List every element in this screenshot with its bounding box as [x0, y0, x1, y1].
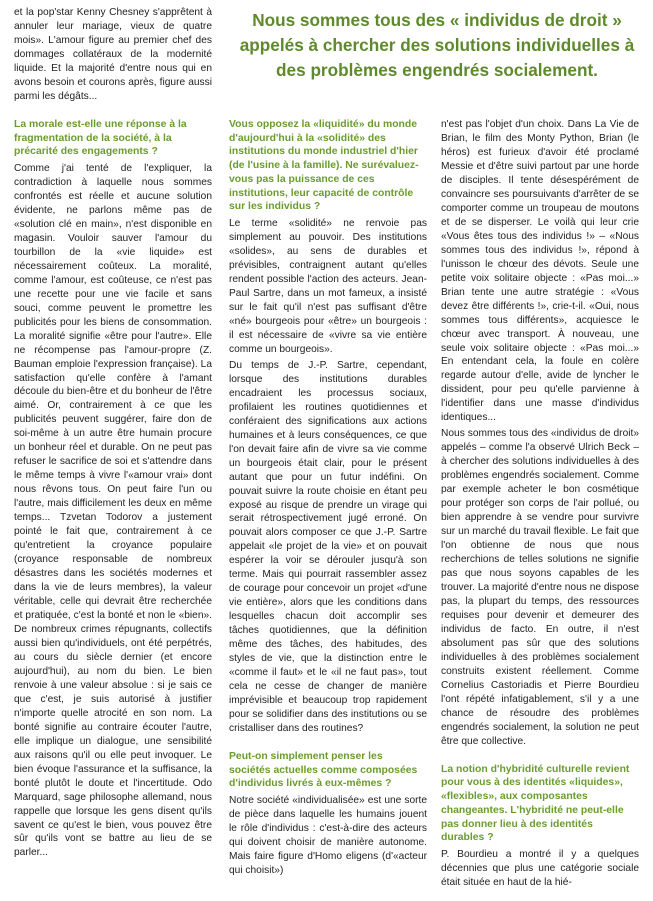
question-individus: Peut-on simplement penser les sociétés actuelles comme composées d'individus livrés à eux-mêmes ?: [229, 750, 418, 790]
question-liquidite: Vous opposez la «liquidité» du monde d'aujourd'hui à la «solidité» des institutions du monde industriel d'hier (de l'usine à la famille). Ne surévaluez-vous pas la puissance de ces institutions, leur capacité de contrôle sur les individus ?: [229, 119, 419, 213]
column-middle: [229, 118, 427, 880]
answer-individus: Notre société «individualisée» est une sorte de pièce dans laquelle les humains jouent le rôle d'individus : c'est-à-dire des acteurs qui doivent choisir de manière autonome. Mais faire figure d'Homo eligens (d'«acteur qui choisit»): [229, 795, 427, 877]
answer-individus-cont-1: n'est pas l'objet d'un choix. Dans La Vie de Brian, le film des Monty Python, Brian (le héros) est furieux d'avoir été proclamé Messie et d'être suivi partout par une horde de disciples. Il tente désespérément de convaincre ses poursuivants d'arrêter de se comporter comme un troupeau de moutons et de se disperser. Le voilà qui leur crie «Vous êtes tous des individus !» – «Nous sommes tous des individus !», répond à l'unisson le chœur des dévots. Seule une petite voix solitaire objecte : «Pas moi...» Brian tente une autre stratégie : «Vous devez être différents !», crie-t-il. «Oui, nous sommes tous différents», acquiesce le chœur avec transport. À nouveau, une seule voix solitaire objecte : «Pas moi...» En entendant cela, la foule en colère regarde autour d'elle, avide de lyncher le dissident, pour peu qu'elle parvienne à l'identifier dans une masse d'individus identiques...: [441, 119, 639, 424]
column-right: [441, 118, 639, 892]
column-left: [14, 6, 212, 862]
answer-hybridite: P. Bourdieu a montré il y a quelques décennies que plus une catégorie sociale était située en haut de la hié-: [441, 849, 639, 888]
answer-liquidite-1: Le terme «solidité» ne renvoie pas simplement au pouvoir. Des institutions «solides», au sens de durables et prévisibles, contraignent autant qu'elles rendent possible l'action des acteurs. Jean-Paul Sartre, dans un mot fameux, a insisté sur le fait qu'il n'est pas suffisant d'être «né» bourgeois pour «être» un bourgeois : il est nécessaire de «vivre sa vie entière comme un bourgeois».: [229, 218, 427, 355]
answer-liquidite-2: Du temps de J.-P. Sartre, cependant, lorsque des institutions durables encadraient les processus sociaux, profilaient les routines quotidiennes et conféraient des significations aux actions humaines et à leurs conséquences, ce que l'on devait faire afin de vivre sa vie comme un bourgeois était clair, pour le présent autant que pour un futur indéfini. On pouvait suivre la route choisie en étant peu exposé au risque de prendre un virage qui serait rétrospectivement jugé erroné. On pouvait alors composer ce que J.-P. Sartre appelait «le projet de la vie» et on pouvait espérer la voir se dérouler jusqu'à son terme. Mais qui pourrait rassembler assez de courage pour concevoir un projet «d'une vie entière», alors que les conditions dans lesquelles chacun doit accomplir ses tâches quotidiennes, que la définition même des tâches, des habitudes, des styles de vie, que la distinction entre le «comme il faut» et le «il ne faut pas», tout cela ne cesse de changer de manière imprévisible et beaucoup trop rapidement pour se solidifier dans des institutions ou se cristalliser dans des routines?: [229, 359, 427, 735]
question-hybridite: La notion d'hybridité culturelle revient pour vous à des identités «liquides», «flexibles», aux composantes changeantes. L'hybridité ne peut-elle pas donner lieu à des identités durables ?: [441, 763, 630, 844]
answer-morale: Comme j'ai tenté de l'expliquer, la contradiction à laquelle nous sommes confrontés est réelle et aucune solution évidente, ne parlons même pas de «solution clé en main», n'est disponible en magasin. Vouloir sauver l'amour du tourbillon de la «vie liquide» est nécessairement coûteux. La moralité, comme l'amour, est coûteuse, ce n'est pas une recette pour une vie facile et sans souci, comme peuvent le promettre les publicités pour les biens de consommation. La moralité signifie «être pour l'autre». Elle ne récompense pas l'amour-propre (Z. Bauman emploie l'expression française). La satisfaction qu'elle confère à l'amant découle du bien-être et du bonheur de l'être aimé. Or, contrairement à ce que les publicités peuvent suggérer, faire don de soi-même à un autre être humain procure un bonheur réel et durable. On ne peut pas refuser le sacrifice de soi et s'attendre dans le même temps à vivre l'«amour vrai» dont nous rêvons tous. On peut faire l'un ou l'autre, mais difficilement les deux en même temps... Tzvetan Todorov a justement pointé le fait que, contrairement à ce qu'entretient la croyance populaire (croyance responsable de nombreux désastres dans les sociétés modernes et dans la vie de leurs membres), la valeur véritable, celle qui devrait être recherchée et pratiquée, c'est la bonté et non le «bien». De nombreux crimes répugnants, collectifs aussi bien qu'individuels, ont été perpétrés, au cours du siècle dernier (et encore aujourd'hui), au nom du bien. Le bien renvoie à une valeur absolue : si je sais ce que c'est, je suis autorisé à justifier n'importe quelle atrocité en son nom. La bonté signifie au contraire écouter l'autre, elle implique un dialogue, une sensibilité aux raisons qu'il ou elle peut invoquer. Le bien évoque l'assurance et la suffisance, la bonté plutôt le doute et l'incertitude. Odo Marquard, sage philosophe allemand, nous rappelle que lorsque les gens disent qu'ils savent ce qu'est le bien, vous pouvez être sûr qu'ils vont se battre au lieu de se parler...: [14, 162, 212, 859]
answer-individus-cont-2: Nous sommes tous des «individus de droit» appelés – comme l'a observé Ulrich Beck – à chercher des solutions individuelles à des problèmes engendrés socialement. Comme par exemple acheter le bon cosmétique pour protéger son corps de l'air pollué, ou bien apprendre à se vendre pour survivre sur un marché du travail flexible. Le fait que l'on obtienne de nous que nous recherchions de telles solutions ne signifie pas que nous soyons capables de les trouver. La majorité d'entre nous ne dispose pas, la plupart du temps, des ressources requises pour devenir et demeurer des individus de facto. En outre, il n'est absolument pas sûr que des solutions individuelles à des problèmes socialement construits existent réellement. Comme Cornelius Castoriadis et Pierre Bourdieu l'ont répété infatigablement, s'il y a une chance de résoudre des problèmes engendrés socialement, la solution ne peut être que collective.: [441, 428, 639, 747]
intro-paragraph: et la pop'star Kenny Chesney s'apprêtent à annuler leur mariage, vieux de quatre mois». L'amour figure au premier chef des dommages collatéraux de la modernité liquide. Et la majorité d'entre nous qui en avons besoin et courons après, figure aussi parmi les dégâts...: [14, 7, 212, 102]
question-morale: La morale est-elle une réponse à la fragmentation de la société, à la précarité des engagements ?: [14, 118, 187, 158]
pull-quote: Nous sommes tous des « individus de droit » appelés à chercher des solutions individuelles à des problèmes engendrés socialement.: [239, 10, 635, 80]
